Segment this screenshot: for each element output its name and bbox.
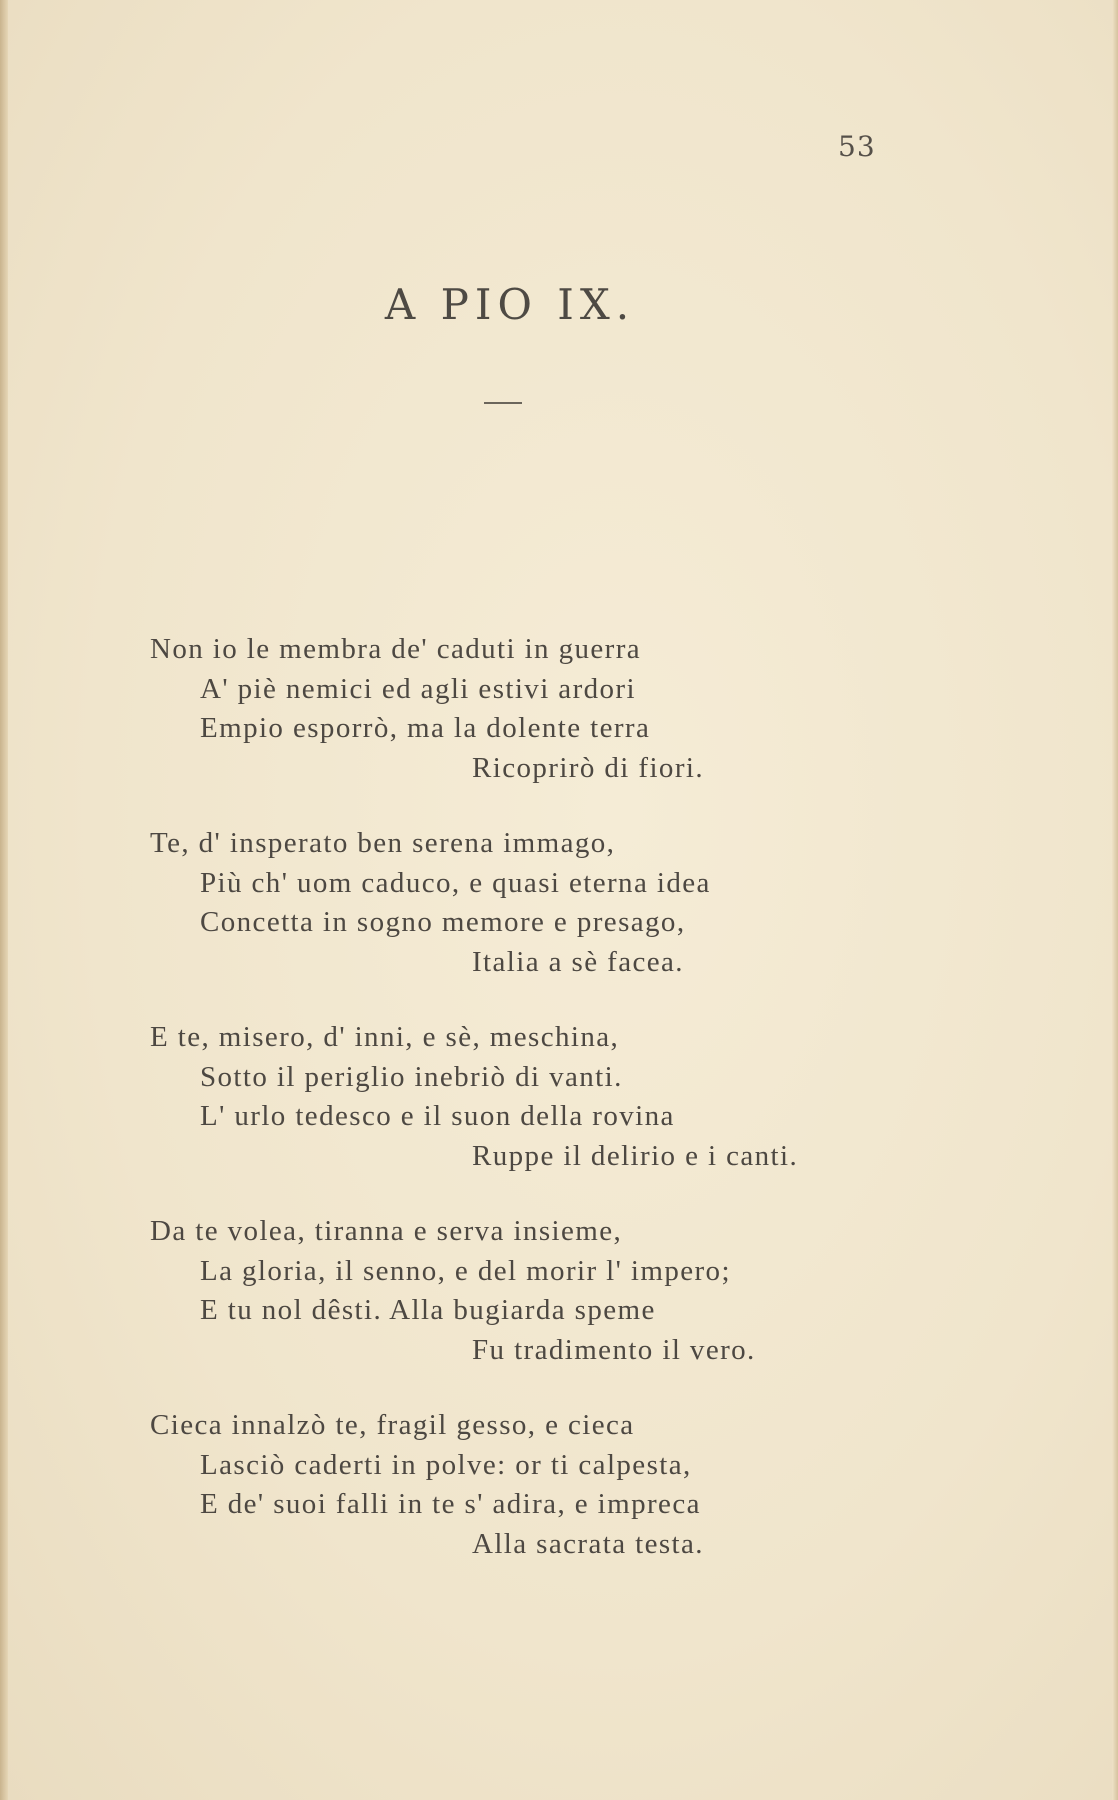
title-divider (484, 402, 522, 404)
verse-line: Più ch' uom caduco, e quasi eterna idea (200, 866, 711, 899)
verse-line: Ricoprirò di fiori. (472, 751, 704, 784)
verse-line: Te, d' insperato ben serena immago, (150, 827, 616, 859)
stanza-3 (150, 1018, 1050, 1176)
poem-title: A PIO IX. (384, 280, 636, 329)
stanza-2 (150, 824, 1050, 982)
verse-line: Ruppe il delirio e i canti. (472, 1139, 799, 1172)
verse-line: Cieca innalzò te, fragil gesso, e cieca (150, 1409, 635, 1441)
verse-line: Non io le membra de' caduti in guerra (150, 633, 642, 665)
verse-line: Lasciò caderti in polve: or ti calpesta, (200, 1448, 692, 1481)
verse-line: Alla sacrata testa. (472, 1527, 704, 1560)
poem-body (150, 630, 1050, 1600)
verse-line: Concetta in sogno memore e presago, (200, 906, 686, 938)
page-number: 53 (838, 130, 876, 163)
verse-line: E tu nol dêsti. Alla bugiarda speme (200, 1294, 656, 1326)
verse-line: Empio esporrò, ma la dolente terra (200, 712, 651, 744)
stanza-4 (150, 1212, 1050, 1370)
verse-line: Fu tradimento il vero. (472, 1333, 756, 1366)
verse-line: Italia a sè facea. (472, 945, 684, 978)
page-edge-right (1112, 0, 1118, 1800)
verse-line: La gloria, il senno, e del morir l' impero; (200, 1254, 731, 1287)
verse-line: Da te volea, tiranna e serva insieme, (150, 1215, 623, 1247)
stanza-5 (150, 1406, 1050, 1564)
verse-line: Sotto il periglio inebriò di vanti. (200, 1060, 623, 1093)
verse-line: E te, misero, d' inni, e sè, meschina, (150, 1021, 620, 1053)
page-edge-left (0, 0, 8, 1800)
verse-line: E de' suoi falli in te s' adira, e impreca (200, 1488, 701, 1520)
verse-line: A' piè nemici ed agli estivi ardori (200, 672, 636, 705)
stanza-1 (150, 630, 1050, 788)
verse-line: L' urlo tedesco e il suon della rovina (200, 1100, 675, 1132)
